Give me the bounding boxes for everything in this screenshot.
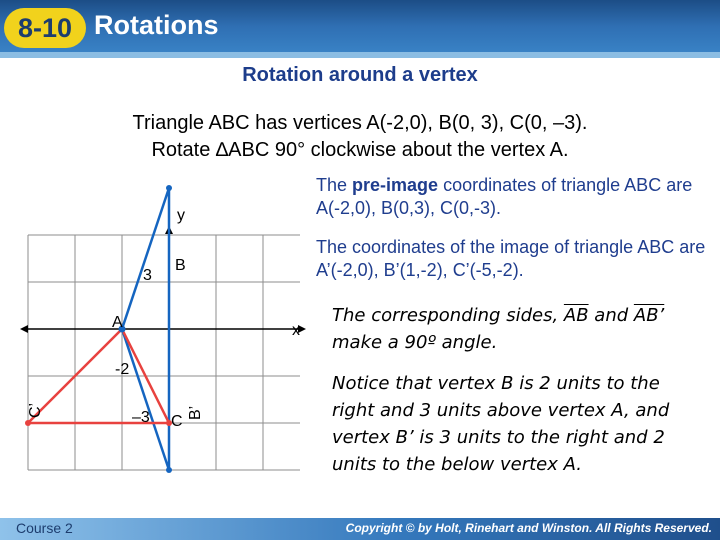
- tick-label-neg2: -2: [115, 361, 130, 378]
- image-coordinates-text: The coordinates of the image of triangle ABC are A’(-2,0), B’(1,-2), C’(-5,-2).: [316, 237, 706, 280]
- sides-note-after: make a 90º angle.: [332, 332, 498, 353]
- y-axis-label: y: [177, 207, 185, 224]
- lesson-number-badge: 8-10: [4, 8, 86, 48]
- vertex-b-prime-label: B’: [187, 405, 204, 420]
- preimage-coordinates-text: [316, 174, 706, 220]
- sides-note-before: The corresponding sides,: [332, 305, 564, 326]
- vertex-c-prime-label: C’: [27, 402, 44, 418]
- grid-lines: [28, 235, 300, 470]
- header-band: [0, 52, 720, 58]
- slide-subtitle: Rotation around a vertex: [242, 64, 478, 86]
- footer-bar: [0, 518, 720, 540]
- vertex-b-point: [166, 185, 172, 191]
- copyright-notice: Copyright © by Holt, Rinehart and Winston. All Rights Reserved.: [345, 521, 712, 535]
- vertex-c-point: [166, 467, 172, 473]
- vertex-c-prime-point: [25, 420, 31, 426]
- preimage-emphasis: pre-image: [352, 175, 439, 195]
- vertex-notice-note: Notice that vertex B is 2 units to the right and 3 units above vertex A, and vertex B’ is 3 units to the right and 2 units to the below vertex A.: [332, 373, 670, 475]
- problem-statement: [60, 110, 660, 164]
- header-bar: [0, 0, 720, 58]
- vertex-a-label: A: [112, 314, 123, 331]
- segment-ab: $\overline{AB}$: [563, 305, 589, 326]
- preimage-text-after: coordinates of triangle ABC are A(-2,0), B(0,3), C(0,-3).: [316, 175, 693, 218]
- x-axis-arrow-left: [20, 325, 28, 333]
- problem-line-2: Rotate ∆ABC 90° clockwise about the vertex A.: [151, 139, 569, 161]
- problem-line-1: Triangle ABC has vertices A(-2,0), B(0, 3), C(0, –3).: [132, 112, 588, 134]
- lesson-title: Rotations: [94, 10, 219, 40]
- vertex-b-label: B: [175, 257, 186, 274]
- sides-note-middle: and: [588, 305, 634, 326]
- course-label: Course 2: [16, 520, 73, 536]
- coordinate-graph: [0, 180, 320, 500]
- tick-label-neg3: –3: [132, 409, 150, 426]
- tick-label-3: 3: [143, 267, 152, 284]
- segment-ab-prime: AB’: [633, 305, 665, 326]
- vertex-c-label: C: [171, 413, 183, 430]
- corresponding-sides-note: [332, 302, 702, 356]
- preimage-text-before: The: [316, 175, 353, 195]
- x-axis-label: x: [292, 322, 300, 339]
